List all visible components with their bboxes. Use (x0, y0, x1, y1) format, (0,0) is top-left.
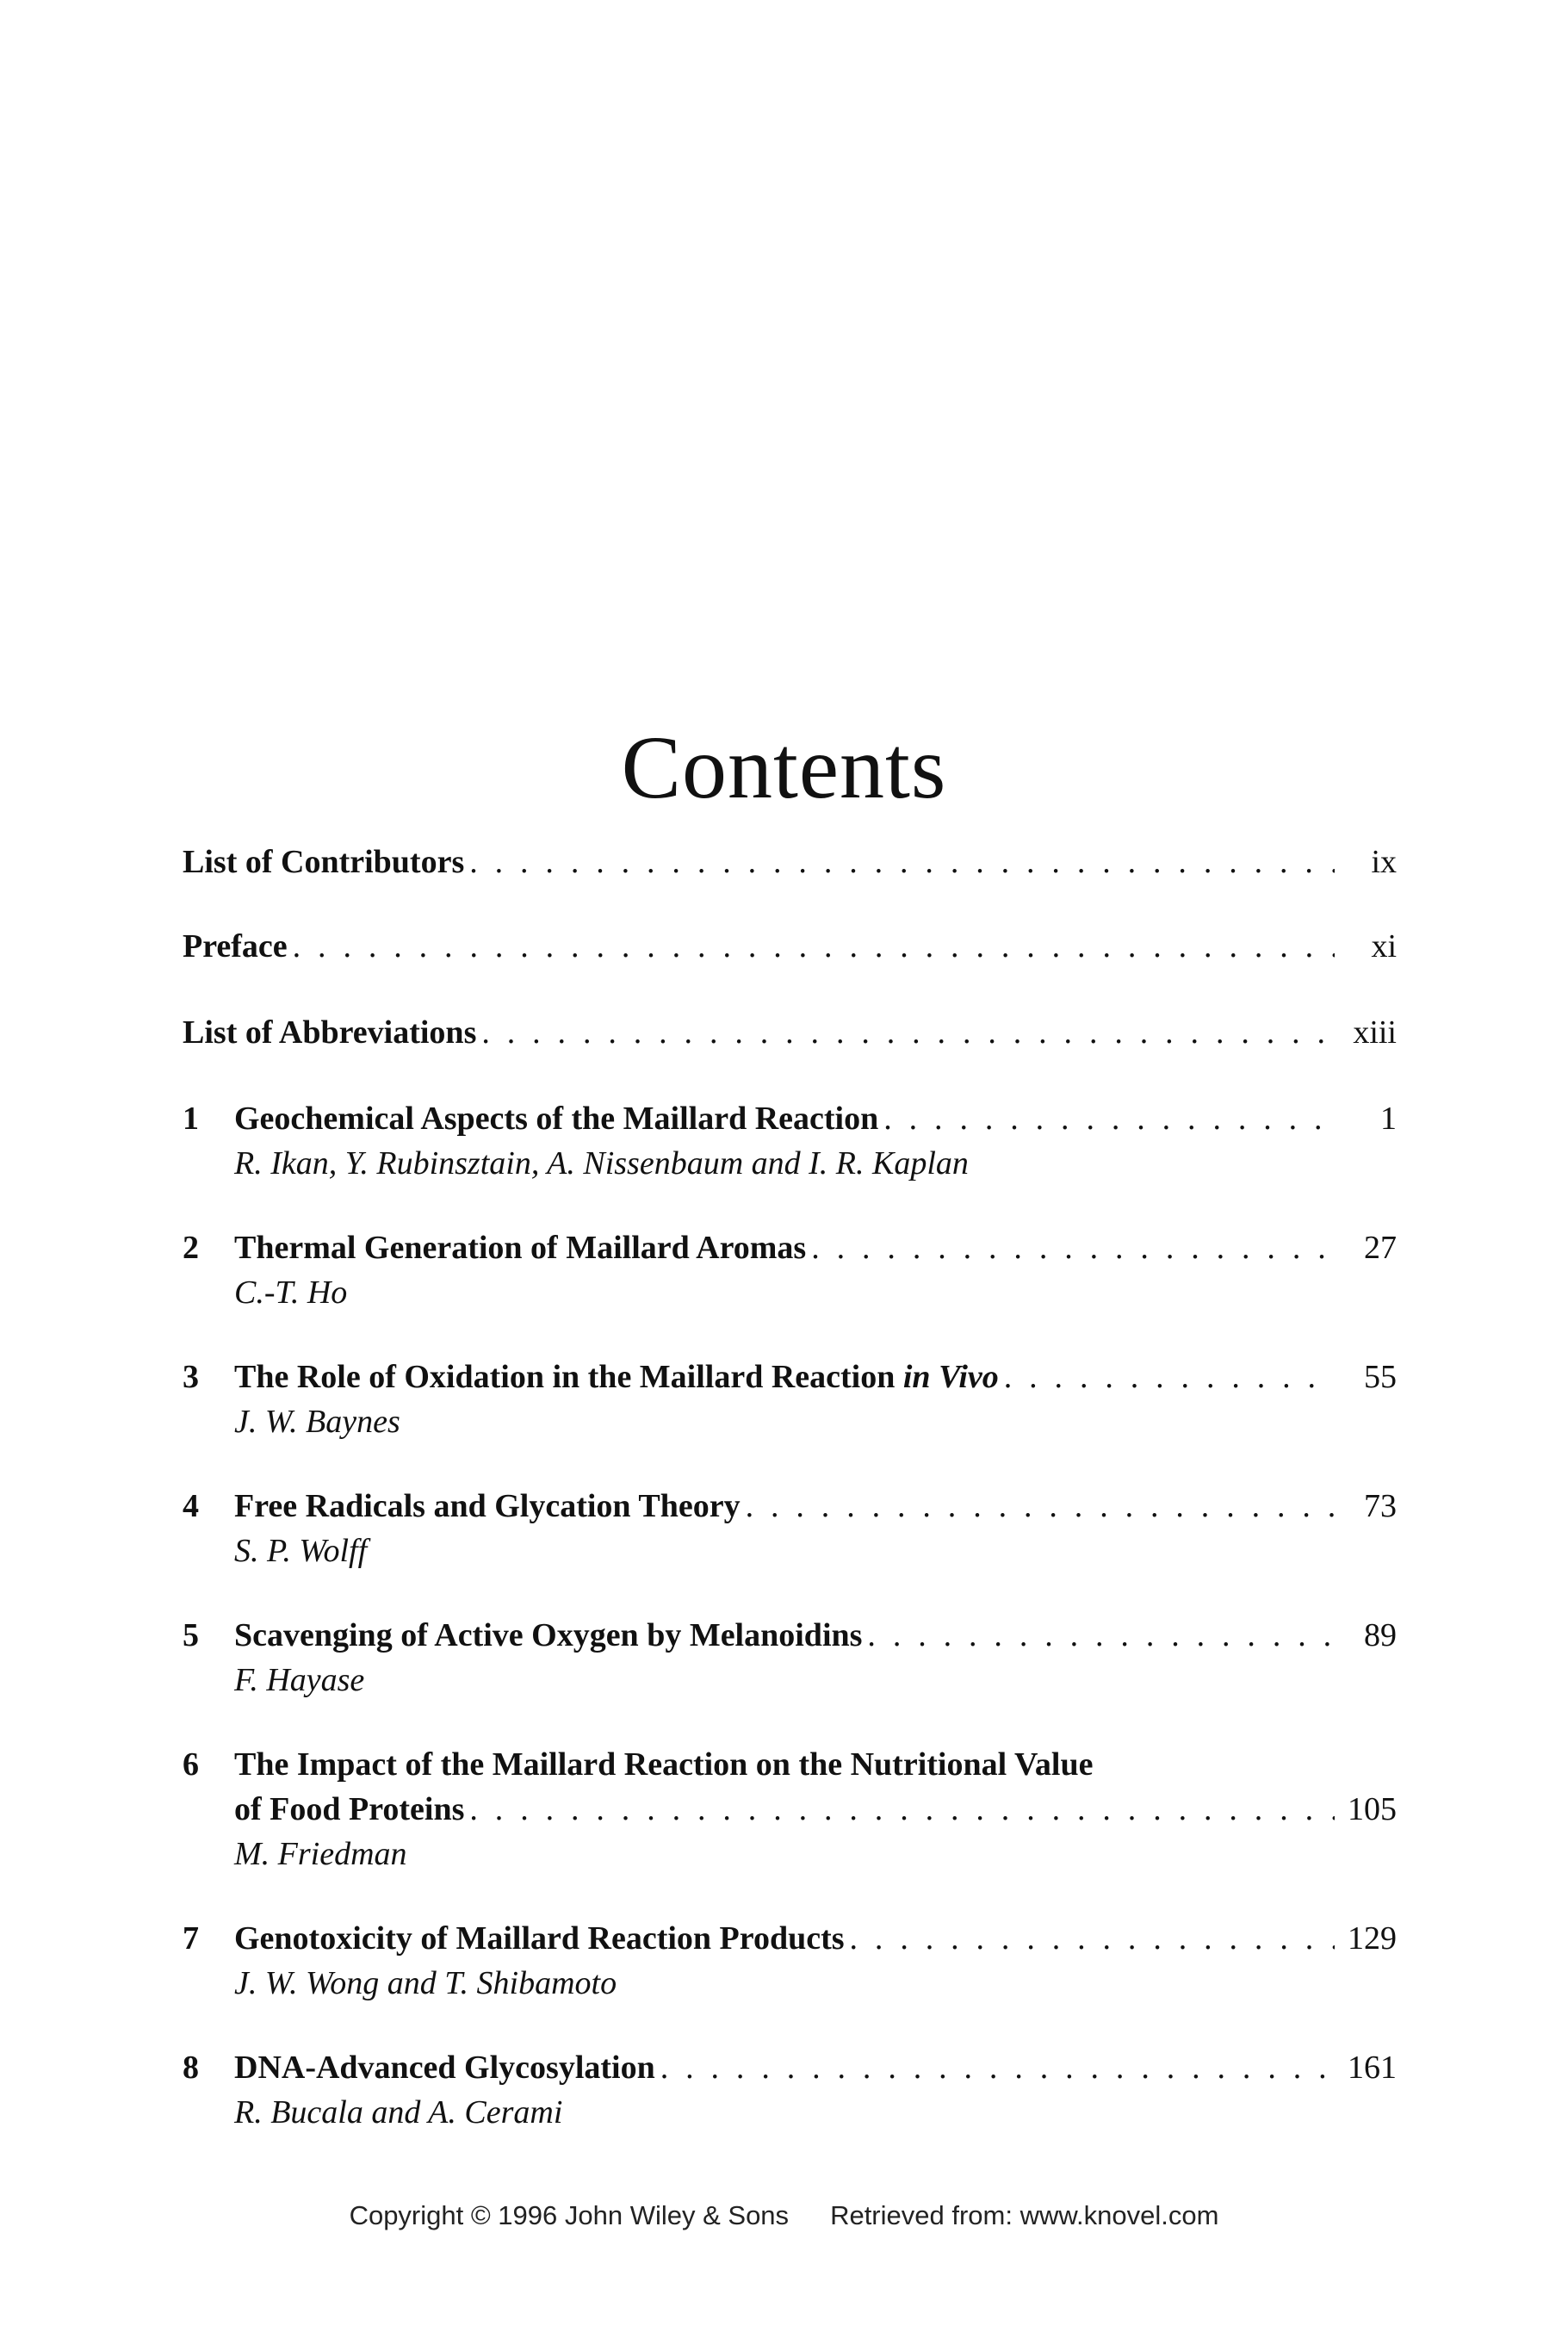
dot-leader (469, 840, 1335, 884)
toc-chapter-4[interactable] (183, 1484, 1397, 1573)
chapter-number: 8 (183, 2050, 199, 2086)
dot-leader (293, 924, 1335, 969)
toc-entry-preface[interactable] (183, 924, 1397, 969)
chapter-page: 55 (1364, 1359, 1397, 1395)
toc-entry-page: ix (1371, 844, 1397, 880)
retrieved-from-link[interactable]: Retrieved from: www.knovel.com (830, 2200, 1219, 2230)
toc-entry-title: Preface (183, 928, 288, 964)
chapter-title: Scavenging of Active Oxygen by Melanoidins (234, 1617, 863, 1653)
chapter-authors: M. Friedman (234, 1836, 407, 1872)
chapter-title: Free Radicals and Glycation Theory (234, 1488, 741, 1524)
chapter-title (234, 1355, 999, 1399)
chapter-number: 2 (183, 1230, 199, 1266)
dot-leader (811, 1225, 1335, 1270)
toc-entry-page: xiii (1353, 1014, 1397, 1051)
chapter-number: 7 (183, 1920, 199, 1957)
toc-chapter-3[interactable] (183, 1355, 1397, 1444)
toc-entry-title: List of Abbreviations (183, 1014, 477, 1051)
chapter-authors: R. Bucala and A. Cerami (234, 2094, 563, 2130)
chapter-page: 27 (1364, 1230, 1397, 1266)
page-title: Contents (621, 717, 947, 817)
toc-chapter-2[interactable] (183, 1225, 1397, 1315)
chapter-page: 73 (1364, 1488, 1397, 1524)
chapter-page: 89 (1364, 1617, 1397, 1653)
chapter-number: 4 (183, 1488, 199, 1524)
toc-entry-contributors[interactable] (183, 840, 1397, 884)
chapter-title: DNA-Advanced Glycosylation (234, 2050, 655, 2086)
page-footer (0, 2200, 1568, 2231)
toc-chapter-6[interactable] (183, 1742, 1397, 1876)
dot-leader (1004, 1355, 1335, 1399)
chapter-number: 5 (183, 1617, 199, 1653)
dot-leader (746, 1484, 1335, 1529)
chapter-authors: C.-T. Ho (234, 1275, 348, 1311)
toc-chapter-7[interactable] (183, 1916, 1397, 2006)
toc-chapter-5[interactable] (183, 1613, 1397, 1702)
chapter-number: 3 (183, 1359, 199, 1395)
toc-entry-abbreviations[interactable] (183, 1010, 1397, 1055)
chapter-authors: S. P. Wolff (234, 1533, 368, 1569)
dot-leader (850, 1916, 1335, 1961)
chapter-title: Geochemical Aspects of the Maillard Reaction (234, 1101, 879, 1137)
chapter-title-italic: in Vivo (902, 1359, 999, 1395)
copyright-notice: Copyright © 1996 John Wiley & Sons (349, 2200, 790, 2230)
dot-leader (469, 1787, 1335, 1832)
toc-entry-title: List of Contributors (183, 844, 465, 880)
chapter-number: 6 (183, 1746, 199, 1783)
chapter-title: Thermal Generation of Maillard Aromas (234, 1230, 807, 1266)
chapter-page: 129 (1348, 1920, 1397, 1957)
chapter-authors: R. Ikan, Y. Rubinsztain, A. Nissenbaum and I. R. Kaplan (234, 1145, 969, 1182)
toc-entry-page: xi (1371, 928, 1397, 964)
chapter-page: 1 (1380, 1101, 1397, 1137)
dot-leader (660, 2045, 1335, 2090)
chapter-page: 161 (1348, 2050, 1397, 2086)
chapter-number: 1 (183, 1101, 199, 1137)
chapter-title-roman: The Role of Oxidation in the Maillard Reaction (234, 1359, 903, 1395)
chapter-authors: J. W. Wong and T. Shibamoto (234, 1965, 617, 2001)
toc-chapter-1[interactable] (183, 1096, 1397, 1186)
chapter-authors: F. Hayase (234, 1662, 365, 1698)
chapter-title: Genotoxicity of Maillard Reaction Products (234, 1920, 845, 1957)
chapter-title: of Food Proteins (234, 1791, 465, 1827)
chapter-page: 105 (1348, 1791, 1397, 1827)
dot-leader (867, 1613, 1335, 1658)
dot-leader (481, 1010, 1335, 1055)
toc-chapter-8[interactable] (183, 2045, 1397, 2135)
dot-leader (883, 1096, 1335, 1141)
chapter-authors: J. W. Baynes (234, 1404, 400, 1440)
chapter-title-line1: The Impact of the Maillard Reaction on the Nutritional Value (234, 1746, 1094, 1783)
